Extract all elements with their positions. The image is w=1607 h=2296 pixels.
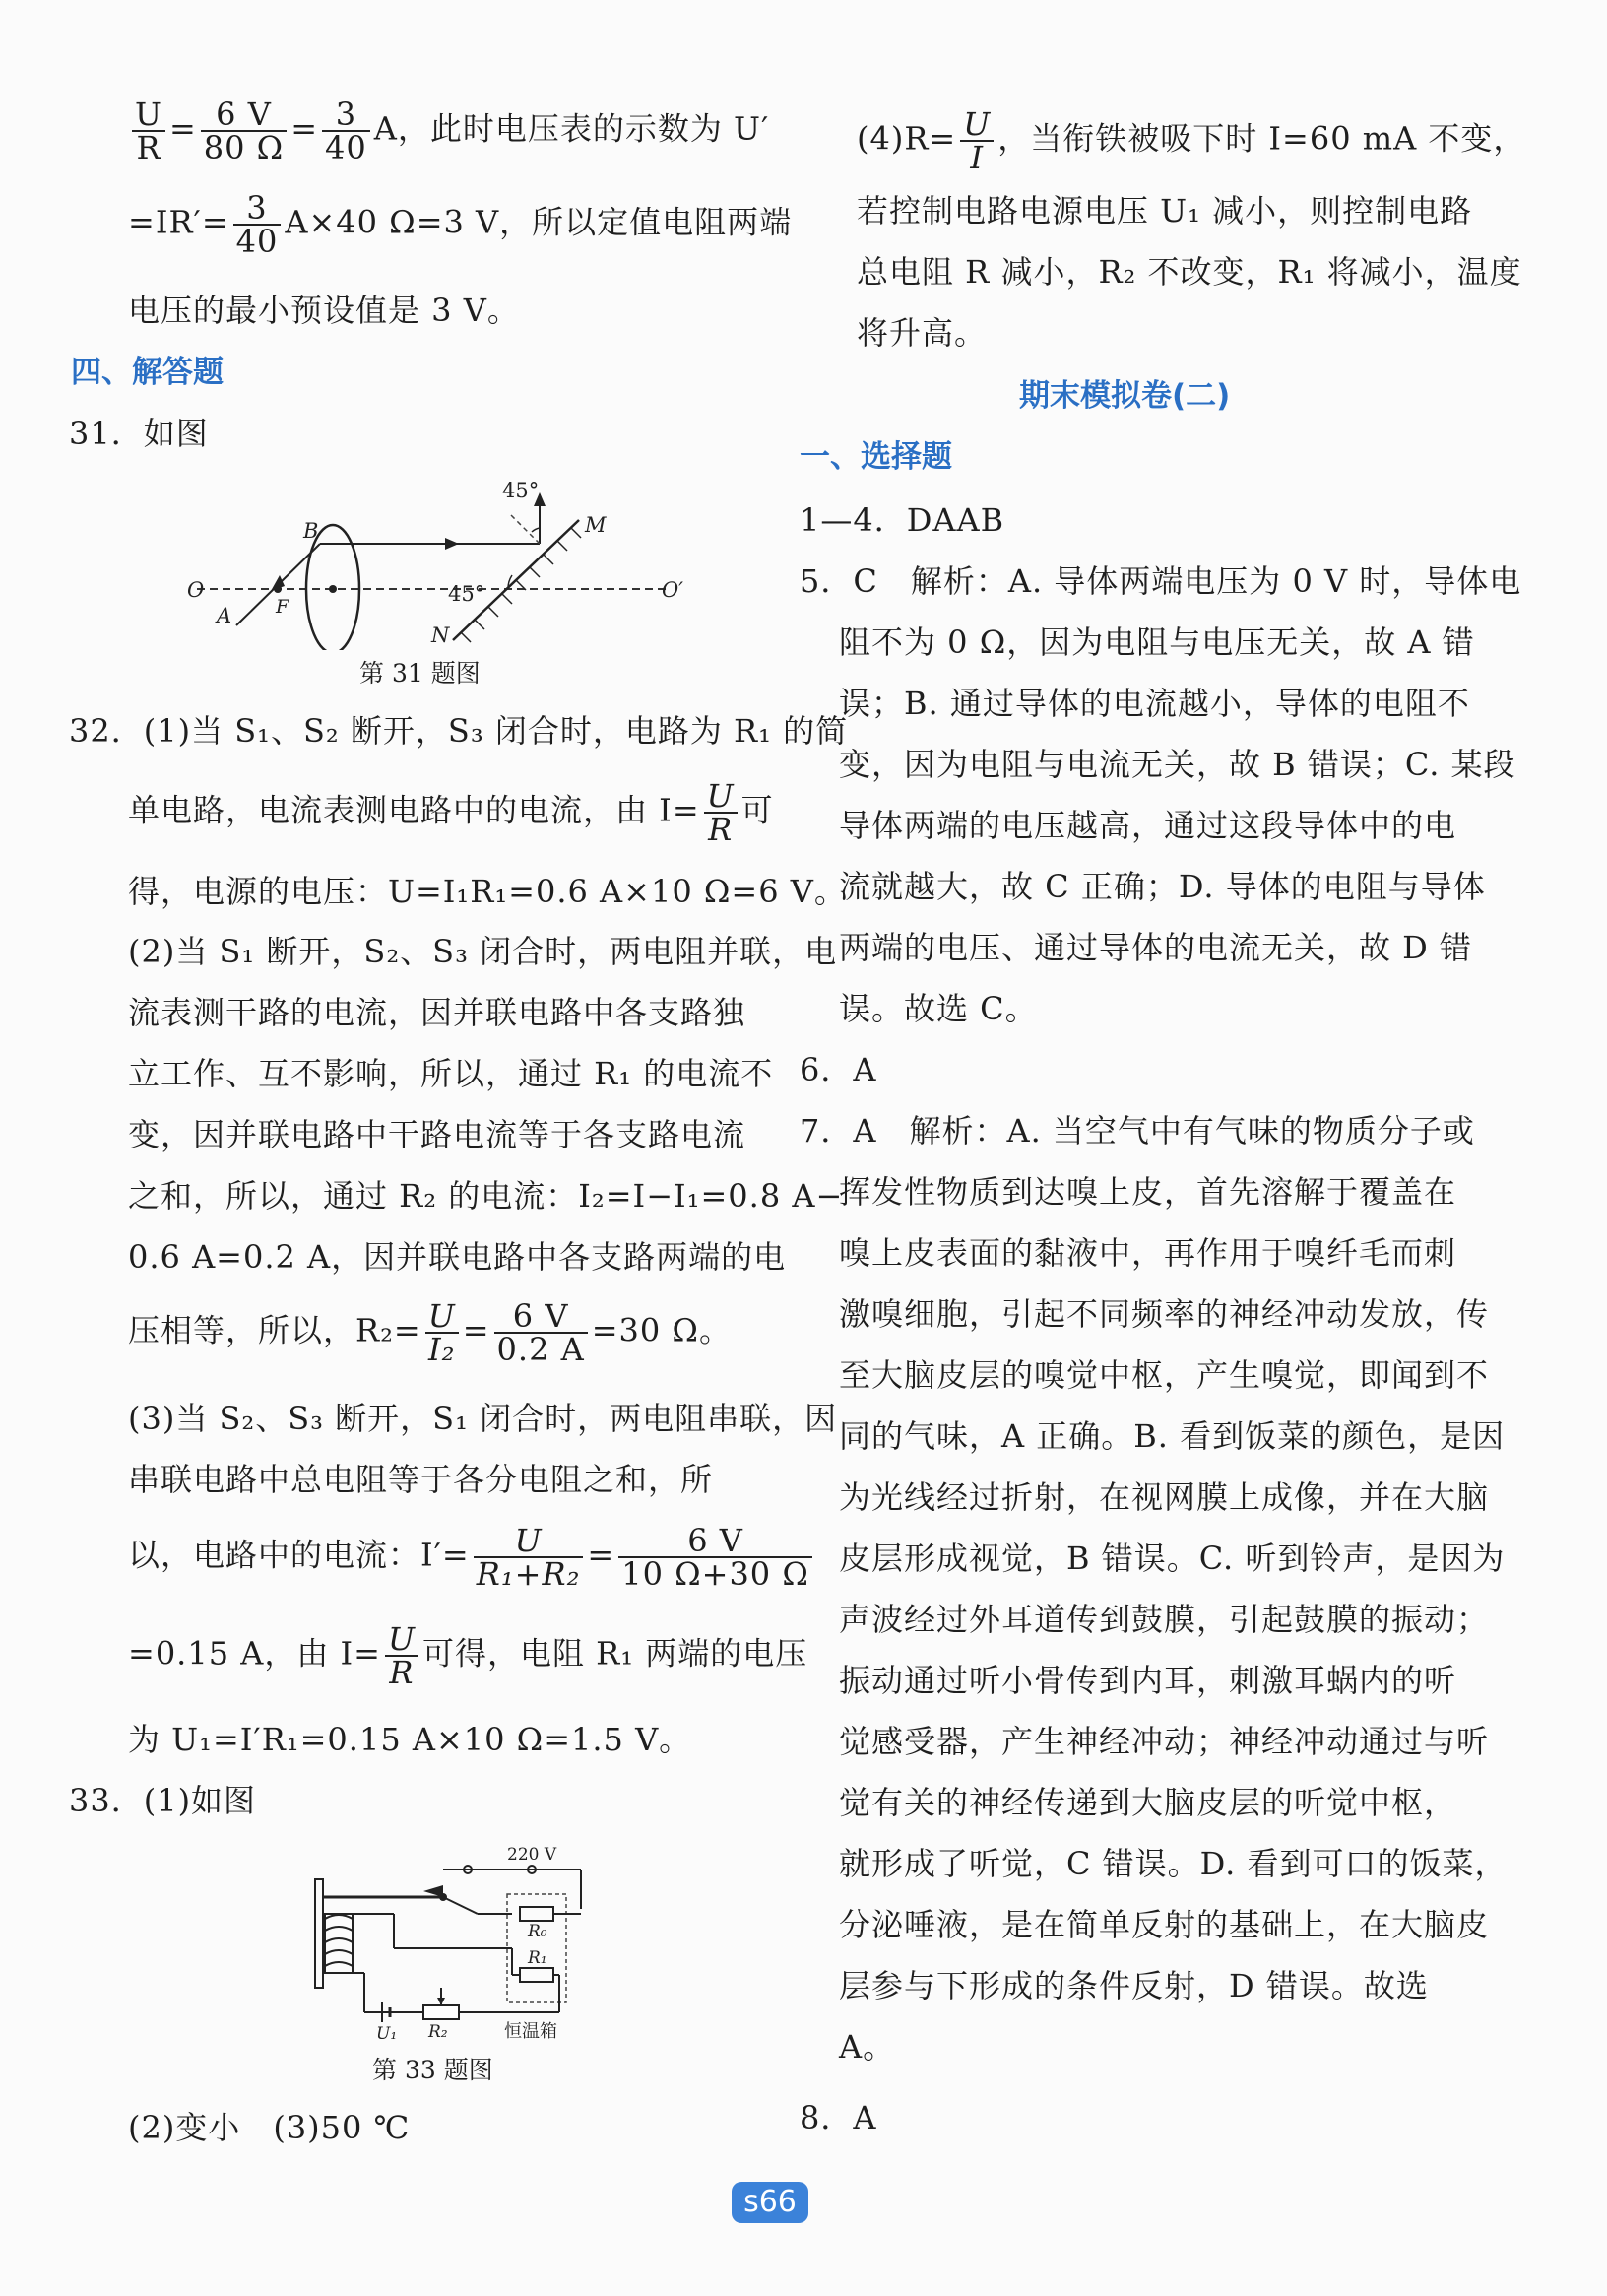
q7-line-1: 7．A 解析：A. 当空气中有气味的物质分子或 [800,1112,1475,1149]
fraction: $\frac{6 V}{10 \Omega+30 \Omega}$ [618,1525,812,1590]
q5-line-2: 阻不为 0 Ω，因为电阻与电压无关，故 A 错 [839,623,1475,661]
q32-line-13: 以，电路中的电流：I′= $\frac{U}{\text{R₁+R₂}}$ = $\frac{6 V}{10 \Omega+30 \Omega}$ [128,1525,816,1590]
label-O-prime: O′ [662,578,683,602]
q7-line-14: 分泌唾液，是在简单反射的基础上，在大脑皮 [839,1906,1490,1943]
section-heading-4: 四、解答题 [71,355,224,390]
q5-line-4: 变，因为电阻与电流无关，故 B 错误；C. 某段 [839,746,1516,783]
label-M: M [585,513,607,537]
fraction: $\frac{U}{R}$ [385,1623,418,1688]
q7-line-5: 至大脑皮层的嗅觉中枢，产生嗅觉，即闻到不 [839,1356,1490,1394]
figure-31-caption: 第 31 题图 [359,659,481,688]
q5-line-8: 误。故选 C。 [839,990,1038,1027]
angle-label-bottom: 45° [448,582,485,606]
q32-line-14: =0.15 A，由 I= $\frac{U}{R}$ 可得，电阻 R₁ 两端的电压 [128,1620,808,1691]
q7-line-9: 声波经过外耳道传到鼓膜，引起鼓膜的振动； [839,1601,1490,1638]
figure-33-caption: 第 33 题图 [372,2056,493,2084]
q32-line-11: (3)当 S₂、S₃ 断开，S₁ 闭合时，两电阻串联，因 [128,1400,838,1437]
q7-line-13: 就形成了听觉，C 错误。D. 看到可口的饭菜， [839,1845,1508,1882]
q32-line-12: 串联电路中总电阻等于各分电阻之和，所 [128,1461,714,1498]
q7-line-16: A。 [839,2028,896,2066]
q32-line-6: 立工作、互不影响，所以，通过 R₁ 的电流不 [128,1055,774,1092]
fraction: $\frac{U}{I}$ [960,108,994,173]
left-line-3: 电压的最小预设值是 3 V。 [128,292,520,329]
label-R2: R₂ [428,2022,448,2042]
fraction: $\frac{U}{\text{I₂}}$ [425,1300,459,1365]
label-N: N [431,623,450,647]
section-heading-1: 一、选择题 [800,439,952,475]
fraction: $\frac{3}{40}$ [233,192,282,257]
q32-line-2: 单电路，电流表测电路中的电流，由 I= $\frac{U}{R}$ 可 [128,777,774,848]
q7-line-15: 层参与下形成的条件反射，D 错误。故选 [839,1967,1429,2004]
fraction: $\frac{6 V}{0.2 A}$ [494,1300,588,1365]
q32-line-4: (2)当 S₁ 断开，S₂、S₃ 闭合时，两电阻并联，电 [128,933,838,970]
q7-line-11: 觉感受器，产生神经冲动；神经冲动通过与听 [839,1723,1490,1760]
q32-line-1: 32．(1)当 S₁、S₂ 断开，S₃ 闭合时，电路为 R₁ 的简 [69,712,849,750]
q7-line-3: 嗅上皮表面的黏液中，再作用于嗅纤毛而刺 [839,1234,1457,1272]
right-line-2: 若控制电路电源电压 U₁ 减小，则控制电路 [857,192,1473,230]
fraction: $\frac{U}{R}$ [132,98,165,164]
q5-line-5: 导体两端的电压越高，通过这段导体中的电 [839,807,1457,844]
q33-label: 33．(1)如图 [69,1782,257,1819]
q32-line-7: 变，因并联电路中干路电流等于各支路电流 [128,1116,746,1153]
q7-line-7: 为光线经过折射，在视网膜上成像，并在大脑 [839,1478,1490,1516]
label-incubator: 恒温箱 [504,2021,557,2042]
left-line-2: =IR′= $\frac{3}{40}$ A×40 Ω=3 V，所以定值电阻两端 [128,189,793,260]
label-R0: R₀ [528,1922,547,1941]
label-O: O [187,578,205,602]
right-line-1: (4)R= $\frac{U}{I}$ ，当衔铁被吸下时 I=60 mA 不变， [857,105,1526,176]
label-F: F [276,596,289,618]
q5-line-6: 流就越大，故 C 正确；D. 导体的电阻与导体 [839,868,1486,905]
angle-label-top: 45° [502,479,540,502]
q7-line-2: 挥发性物质到达嗅上皮，首先溶解于覆盖在 [839,1173,1457,1211]
q7-line-10: 振动通过听小骨传到内耳，刺激耳蜗内的听 [839,1662,1457,1699]
q5-line-7: 两端的电压、通过导体的电流无关，故 D 错 [839,929,1473,966]
q8: 8．A [800,2099,877,2136]
fraction: $\frac{3}{40}$ [322,98,370,164]
q5-line-1: 5．C 解析：A. 导体两端电压为 0 V 时，导体电 [800,562,1522,600]
right-line-4: 将升高。 [857,314,988,352]
label-B: B [303,519,319,543]
label-U1: U₁ [376,2024,398,2044]
q6: 6．A [800,1051,877,1088]
q7-line-6: 同的气味，A 正确。B. 看到饭菜的颜色，是因 [839,1417,1506,1455]
figure-31-optics-diagram [177,473,689,650]
q7-line-12: 觉有关的神经传递到大脑皮层的听觉中枢， [839,1784,1457,1821]
right-line-3: 总电阻 R 减小，R₂ 不改变，R₁ 将减小，温度 [857,253,1522,291]
fraction: $\frac{U}{\text{R₁+R₂}}$ [474,1525,584,1590]
label-R1: R₁ [528,1948,547,1968]
q32-line-8: 之和，所以，通过 R₂ 的电流：I₂=I−I₁=0.8 A− [128,1177,844,1214]
q32-line-15: 为 U₁=I′R₁=0.15 A×10 Ω=1.5 V。 [128,1721,692,1758]
q31-label: 31．如图 [69,415,209,452]
page-number: s66 [732,2182,808,2223]
q32-line-10: 压相等，所以，R₂= $\frac{U}{\text{I₂}}$ = $\frac{6 V}{0.2 A}$ =30 Ω。 [128,1297,732,1368]
q32-line-3: 得，电源的电压：U=I₁R₁=0.6 A×10 Ω=6 V。 [128,873,847,910]
q5-line-3: 误；B. 通过导体的电流越小，导体的电阻不 [839,685,1470,722]
q33-line-2: (2)变小 (3)50 ℃ [128,2109,411,2146]
label-220v: 220 V [507,1845,557,1865]
q7-line-4: 激嗅细胞，引起不同频率的神经冲动发放，传 [839,1295,1490,1333]
fraction: $\frac{6 V}{80 \Omega}$ [201,98,287,164]
figure-33-circuit-diagram [295,1840,591,2047]
q32-line-5: 流表测干路的电流，因并联电路中各支路独 [128,994,746,1031]
fraction: $\frac{U}{R}$ [704,780,738,845]
label-A: A [217,604,232,627]
q32-line-9: 0.6 A=0.2 A，因并联电路中各支路两端的电 [128,1238,787,1276]
left-line-1: $\frac{U}{R}$ = $\frac{6 V}{80 \Omega}$ = $\frac{3}{40}$ A，此时电压表的示数为 U′ [128,98,769,164]
exam-title: 期末模拟卷(二) [1019,378,1231,414]
q1-4: 1—4．DAAB [800,501,1005,539]
q7-line-8: 皮层形成视觉，B 错误。C. 听到铃声，是因为 [839,1540,1506,1577]
